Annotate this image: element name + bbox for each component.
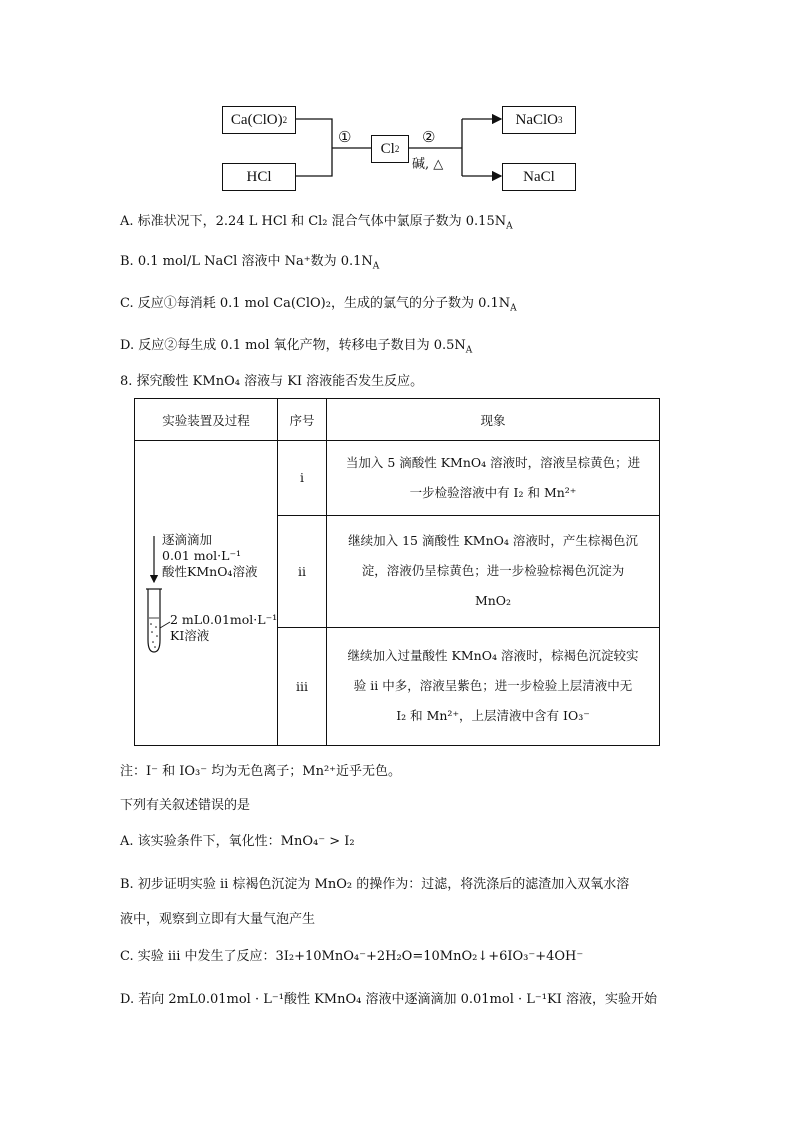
box-hcl <box>222 163 296 191</box>
q7-option-a <box>120 212 513 237</box>
apparatus-label-top <box>162 532 257 580</box>
q7-option-d <box>120 336 472 361</box>
box-chlorine <box>371 135 409 163</box>
header-number: 序号 <box>278 399 327 441</box>
q7-option-d-text: D. 反应②每生成 0.1 mol 氧化产物，转移电子数目为 0.5N <box>120 338 466 353</box>
q8-option-b-line-2: 液中，观察到立即有大量气泡产生 <box>120 912 316 927</box>
row-i-line-2: 一步检验溶液中有 I₂ 和 Mn²⁺ <box>409 484 577 500</box>
reaction-condition: 碱, △ <box>412 157 444 172</box>
step-2-marker: ② <box>422 128 436 146</box>
header-apparatus: 实验装置及过程 <box>135 399 278 441</box>
box-caclo2-sub: 2 <box>282 115 288 125</box>
box-calcium-hypochlorite <box>222 106 296 134</box>
row-iii-line-2: 验 ii 中多，溶液呈紫色；进一步检验上层清液中无 <box>353 678 633 694</box>
box-caclo2-label: Ca(ClO) <box>230 111 283 128</box>
apparatus-line-3: 酸性KMnO₄溶液 <box>162 564 258 579</box>
row-i-line-1: 当加入 5 滴酸性 KMnO₄ 溶液时，溶液呈棕黄色；进 <box>345 454 641 470</box>
q8-question: 下列有关叙述错误的是 <box>120 798 251 813</box>
row-iii-number: iii <box>278 627 327 745</box>
row-iii-line-1: 继续加入过量酸性 KMnO₄ 溶液时，棕褐色沉淀较实 <box>347 648 639 664</box>
q8-option-d: D. 若向 2mL0.01mol · L⁻¹酸性 KMnO₄ 溶液中逐滴滴加 0.01mol · L⁻¹KI 溶液，实验开始 <box>120 992 657 1007</box>
q8-option-a: A. 该实验条件下，氧化性：MnO₄⁻ > I₂ <box>120 834 355 849</box>
q7-option-b-sub: A <box>372 261 380 272</box>
apparatus-line-5: KI溶液 <box>170 628 210 643</box>
table-header-row <box>135 399 660 441</box>
q7-option-a-sub: A <box>506 221 513 232</box>
header-phenomenon: 现象 <box>327 399 660 441</box>
apparatus-line-1: 逐滴滴加 <box>162 532 213 547</box>
q7-option-d-sub: A <box>465 345 473 356</box>
box-naclo3-label: NaClO <box>515 111 558 128</box>
row-ii-line-3: MnO₂ <box>474 593 512 609</box>
box-sodium-chlorate <box>502 106 576 134</box>
box-naclo3-sub: 3 <box>558 115 563 125</box>
q8-note: 注：I⁻ 和 IO₃⁻ 均为无色离子；Mn²⁺近乎无色。 <box>120 764 402 779</box>
row-i-phenomenon <box>327 441 660 516</box>
experiment-table <box>134 398 660 746</box>
q8-option-c: C. 实验 iii 中发生了反应：3I₂+10MnO₄⁻+2H₂O=10MnO₂↓+6IO₃⁻+4OH⁻ <box>120 949 584 964</box>
q7-option-b-text: B. 0.1 mol/L NaCl 溶液中 Na⁺数为 0.1N <box>120 254 373 269</box>
diagram-lines <box>0 0 794 200</box>
box-sodium-chloride <box>502 163 576 191</box>
box-cl2-label: Cl <box>380 140 395 157</box>
q7-option-c-text: C. 反应①每消耗 0.1 mol Ca(ClO)₂，生成的氯气的分子数为 0.1N <box>120 296 511 311</box>
box-nacl-label: NaCl <box>523 168 555 185</box>
row-ii-line-1: 继续加入 15 滴酸性 KMnO₄ 溶液时，产生棕褐色沉 <box>348 533 638 549</box>
apparatus-label-bottom <box>170 612 277 644</box>
row-iii-phenomenon <box>327 627 660 745</box>
row-ii-phenomenon <box>327 515 660 627</box>
row-iii-line-3: I₂ 和 Mn²⁺，上层清液中含有 IO₃⁻ <box>396 708 590 724</box>
q8-stem: 8. 探究酸性 KMnO₄ 溶液与 KI 溶液能否发生反应。 <box>120 374 424 389</box>
q8-option-b-line-1: B. 初步证明实验 ii 棕褐色沉淀为 MnO₂ 的操作为：过滤，将洗涤后的滤渣加入双氧水溶 <box>120 877 630 892</box>
q7-option-b <box>120 252 379 277</box>
box-hcl-label: HCl <box>246 168 272 185</box>
row-ii-number: ii <box>278 515 327 627</box>
q7-option-c <box>120 294 517 319</box>
apparatus-line-2: 0.01 mol·L⁻¹ <box>162 548 242 563</box>
step-1-marker: ① <box>338 128 352 146</box>
test-tube-icon <box>136 442 276 744</box>
q7-option-a-text: A. 标准状况下，2.24 L HCl 和 Cl₂ 混合气体中氯原子数为 0.15N <box>120 214 507 229</box>
q7-option-c-sub: A <box>510 303 517 314</box>
apparatus-figure <box>136 442 276 744</box>
apparatus-cell <box>135 441 278 746</box>
box-cl2-sub: 2 <box>394 144 400 154</box>
apparatus-line-4: 2 mL0.01mol·L⁻¹ <box>170 612 278 627</box>
row-ii-line-2: 淀，溶液仍呈棕黄色；进一步检验棕褐色沉淀为 <box>361 563 625 579</box>
row-i-number: i <box>278 441 327 516</box>
table-row <box>135 441 660 516</box>
